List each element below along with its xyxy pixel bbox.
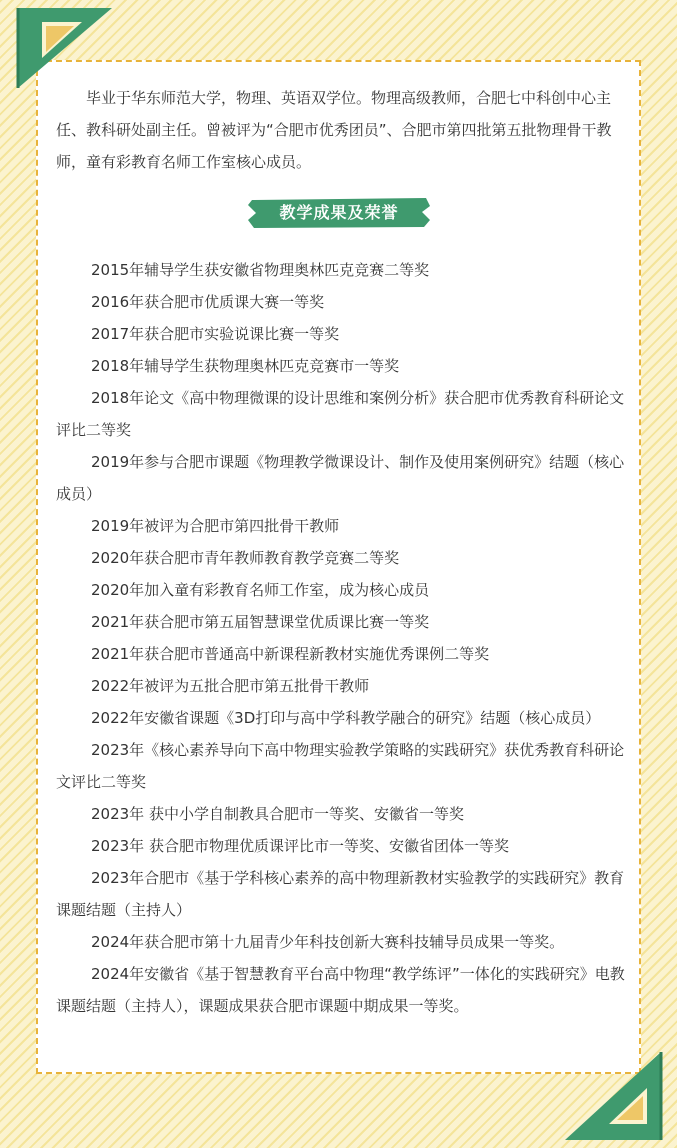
list-item: 2020年加入童有彩教育名师工作室，成为核心成员 [91, 581, 430, 599]
list-item: 2022年被评为五批合肥市第五批骨干教师 [91, 677, 370, 695]
list-item: 2017年获合肥市实验说课比赛一等奖 [91, 325, 340, 343]
list-item: 2015年辅导学生获安徽省物理奥林匹克竞赛二等奖 [91, 261, 430, 279]
triangle-ruler-icon [0, 0, 112, 92]
list-item: 2021年获合肥市第五届智慧课堂优质课比赛一等奖 [91, 613, 430, 631]
list-item: 2024年安徽省《基于智慧教育平台高中物理“教学练评”一体化的实践研究》电教课题结题（主持人），课题成果获合肥市课题中期成果一等奖。 [56, 965, 625, 1015]
intro-paragraph: 毕业于华东师范大学，物理、英语双学位。物理高级教师，合肥七中科创中心主任、教科研处副主任。曾被评为“合肥市优秀团员”、合肥市第四批第五批物理骨干教师，童有彩教育名师工作室核心成员。 [56, 89, 612, 171]
list-item: 2023年 获合肥市物理优质课评比市一等奖、安徽省团体一等奖 [91, 837, 509, 855]
section-title: 教学成果及荣誉 [279, 203, 399, 222]
list-item: 2019年参与合肥市课题《物理教学微课设计、制作及使用案例研究》结题（核心成员） [56, 453, 625, 503]
list-item: 2016年获合肥市优质课大赛一等奖 [91, 293, 325, 311]
list-item: 2023年《核心素养导向下高中物理实验教学策略的实践研究》获优秀教育科研论文评比二等奖 [56, 741, 625, 791]
list-item: 2023年合肥市《基于学科核心素养的高中物理新教材实验教学的实践研究》教育课题结题（主持人） [56, 869, 625, 919]
list-item: 2020年获合肥市青年教师教育教学竞赛二等奖 [91, 549, 400, 567]
list-item: 2022年安徽省课题《3D打印与高中学科教学融合的研究》结题（核心成员） [91, 709, 601, 727]
list-item: 2018年论文《高中物理微课的设计思维和案例分析》获合肥市优秀教育科研论文评比二等奖 [56, 389, 625, 439]
list-item: 2019年被评为合肥市第四批骨干教师 [91, 517, 340, 535]
achievement-list [56, 254, 631, 1022]
list-item: 2023年 获中小学自制教具合肥市一等奖、安徽省一等奖 [91, 805, 464, 823]
list-item: 2018年辅导学生获物理奥林匹克竞赛市一等奖 [91, 357, 400, 375]
list-item: 2021年获合肥市普通高中新课程新教材实施优秀课例二等奖 [91, 645, 490, 663]
section-title-banner [246, 196, 432, 229]
list-item: 2024年获合肥市第十九届青少年科技创新大赛科技辅导员成果一等奖。 [91, 933, 565, 951]
triangle-ruler-icon [565, 1048, 677, 1148]
